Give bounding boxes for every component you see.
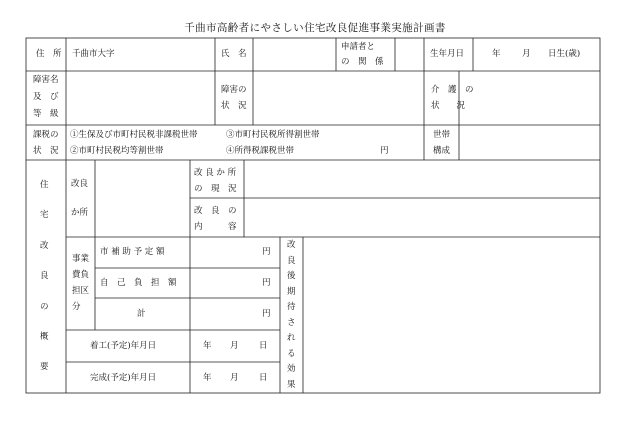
- start-day-unit: 日: [259, 341, 268, 351]
- city-subsidy-field[interactable]: [193, 240, 259, 265]
- overview-vertical-label: [40, 181, 49, 372]
- complete-month-unit: 月: [230, 373, 239, 383]
- birth-month-unit: 月: [522, 49, 531, 59]
- start-year-unit: 年: [203, 341, 212, 351]
- overview-label-char: の: [40, 301, 49, 312]
- total-label: 計: [137, 309, 146, 319]
- disability-name-label-3: 等 級: [33, 109, 59, 119]
- household-field[interactable]: [462, 128, 597, 157]
- overview-label-char: 住: [40, 180, 49, 190]
- current-status-label-1: 改 良 か 所: [194, 168, 237, 178]
- effect-label-char: 待: [287, 302, 296, 312]
- effect-label-char: さ: [287, 317, 296, 328]
- tax-option-3[interactable]: ③市町村民税所得割世帯: [226, 130, 320, 140]
- address-field[interactable]: 千曲市大字: [72, 49, 115, 59]
- cost-share-label-2: 費負: [72, 270, 90, 280]
- overview-label-char: 概: [40, 332, 49, 343]
- start-date-label: 着工(予定)年月日: [90, 341, 157, 351]
- effect-label-char: 果: [287, 379, 296, 390]
- overview-label-char: 良: [40, 271, 49, 282]
- expected-effect-field[interactable]: [306, 240, 597, 390]
- self-pay-label: 自 己 負 担 額: [100, 278, 177, 288]
- disability-status-label-1: 障害の: [221, 85, 247, 95]
- self-pay-field[interactable]: [193, 271, 259, 295]
- tax-status-label-2: 状 況: [33, 146, 59, 156]
- disability-status-field[interactable]: [256, 74, 421, 122]
- effect-label-char: 効: [287, 364, 296, 374]
- care-status-label-1: 介 護 の: [431, 85, 474, 95]
- city-subsidy-label: 市 補 助 予 定 額: [100, 247, 165, 257]
- household-label-2: 構成: [433, 146, 451, 156]
- name-field[interactable]: [256, 40, 334, 69]
- current-status-field[interactable]: [247, 163, 597, 195]
- total-field[interactable]: [193, 301, 259, 327]
- complete-date-label: 完成(予定)年月日: [90, 373, 157, 383]
- document-title: 千曲市高齢者にやさしい住宅改良促進事業実施計画書: [184, 22, 446, 34]
- relation-label-line1: 申請者と: [341, 42, 376, 52]
- tax-option-2[interactable]: ②市町村民税均等割世帯: [70, 146, 164, 156]
- disability-name-label-1: 障害名: [33, 75, 59, 85]
- disability-name-label-2: 及 び: [33, 92, 59, 102]
- expected-effect-label: [287, 241, 296, 389]
- overview-label-char: 要: [40, 362, 49, 373]
- cost-share-label-1: 事業: [72, 254, 90, 264]
- effect-label-char: る: [287, 348, 296, 359]
- effect-label-char: 期: [287, 286, 296, 297]
- cost-share-label-4: 分: [72, 302, 81, 312]
- improvement-content-field[interactable]: [247, 201, 597, 234]
- effect-label-char: 良: [287, 255, 296, 266]
- total-yen: 円: [262, 309, 271, 319]
- birth-date-label: 生年月日: [430, 49, 465, 59]
- tax-option-4[interactable]: ④所得税課税世帯: [226, 146, 295, 156]
- relation-field[interactable]: [397, 40, 422, 69]
- improvement-content-label-2: 内 容: [194, 222, 237, 232]
- effect-label-char: れ: [287, 333, 296, 343]
- care-status-field[interactable]: [462, 74, 597, 122]
- tax-status-label-1: 課税の: [33, 130, 59, 140]
- improvement-location-label-1: 改良: [71, 179, 89, 189]
- birth-day-age-unit: 日生(歳): [548, 49, 581, 59]
- address-label: 住 所: [36, 49, 62, 59]
- relation-label-line2: の 関 係: [341, 57, 384, 67]
- name-label: 氏 名: [221, 49, 247, 59]
- tax-yen-unit: 円: [380, 146, 389, 156]
- current-status-label-2: の 現 況: [194, 184, 237, 194]
- effect-label-char: 後: [287, 271, 296, 281]
- self-pay-yen: 円: [262, 278, 271, 288]
- improvement-content-label-1: 改 良 の: [194, 206, 237, 216]
- improvement-location-label-2: か所: [71, 208, 89, 218]
- household-label-1: 世帯: [433, 130, 451, 140]
- complete-year-unit: 年: [203, 373, 212, 383]
- start-month-unit: 月: [230, 341, 239, 351]
- complete-day-unit: 日: [259, 373, 268, 383]
- birth-year-unit: 年: [492, 49, 501, 59]
- effect-label-char: 改: [287, 240, 296, 250]
- city-subsidy-yen: 円: [262, 247, 271, 257]
- disability-status-label-2: 状 況: [221, 101, 247, 111]
- overview-label-char: 宅: [40, 210, 49, 221]
- improvement-location-field[interactable]: [98, 163, 187, 234]
- tax-option-1[interactable]: ①生保及び市町村民税非課税世帯: [70, 130, 198, 140]
- cost-share-label-3: 担区: [72, 286, 90, 296]
- care-status-label-2: 状 況: [431, 101, 466, 111]
- disability-name-field[interactable]: [70, 74, 212, 122]
- overview-label-char: 改: [40, 240, 49, 251]
